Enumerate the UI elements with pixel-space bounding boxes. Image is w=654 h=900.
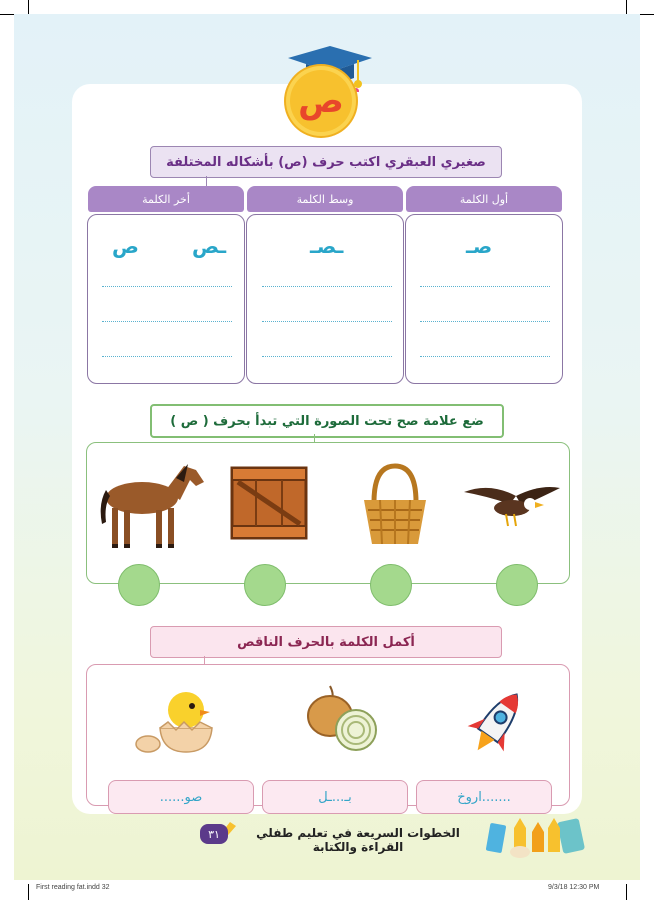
wooden-box-icon	[230, 466, 308, 540]
answer-rocket-word[interactable]: .......اروخ	[416, 780, 552, 814]
letter-end-form-isolated: ص	[112, 234, 139, 258]
writing-line[interactable]	[102, 356, 232, 357]
rocket-icon	[462, 686, 530, 762]
letter-start-form: صـ	[466, 234, 493, 258]
header-end-of-word: أخر الكلمة	[88, 186, 244, 212]
section1-title: صغيري العبقري اكتب حرف (ص) بأشكاله المختلفة	[150, 146, 502, 178]
check-circle-eagle[interactable]	[496, 564, 538, 606]
section2-title: ضع علامة صح تحت الصورة التي تبدأ بحرف ( ص )	[150, 404, 504, 438]
letter-end-form-connected: ـص	[192, 234, 227, 258]
horse-icon	[96, 460, 208, 552]
writing-line[interactable]	[262, 321, 392, 322]
check-circle-horse[interactable]	[118, 564, 160, 606]
check-circle-box[interactable]	[244, 564, 286, 606]
chick-icon	[134, 686, 218, 756]
page-number: ٣١	[200, 824, 228, 844]
writing-line[interactable]	[102, 321, 232, 322]
writing-line[interactable]	[420, 286, 550, 287]
writing-line[interactable]	[420, 356, 550, 357]
writing-line[interactable]	[262, 356, 392, 357]
connector	[314, 434, 315, 442]
print-slug-filename: First reading fat.indd 32	[36, 884, 110, 891]
answer-onion-word[interactable]: بـ...ـل	[262, 780, 408, 814]
answer-chick-word[interactable]: صو......	[108, 780, 254, 814]
letter-middle-form: ـصـ	[310, 234, 344, 258]
writing-line[interactable]	[102, 286, 232, 287]
footer-book-title: الخطوات السريعة في تعليم طفلي القراءة والكتابة	[256, 826, 460, 854]
writing-line[interactable]	[262, 286, 392, 287]
check-circle-basket[interactable]	[370, 564, 412, 606]
pencil-characters-icon	[484, 814, 588, 860]
connector	[206, 176, 207, 186]
basket-icon	[360, 462, 430, 548]
header-start-of-word: أول الكلمة	[406, 186, 562, 212]
section3-title: أكمل الكلمة بالحرف الناقص	[150, 626, 502, 658]
header-middle-of-word: وسط الكلمة	[247, 186, 403, 212]
letter-badge: ص	[290, 70, 352, 132]
eagle-icon	[460, 482, 564, 530]
onion-icon	[304, 684, 380, 752]
connector	[204, 656, 205, 664]
writing-line[interactable]	[420, 321, 550, 322]
print-slug-timestamp: 9/3/18 12:30 PM	[548, 884, 600, 891]
